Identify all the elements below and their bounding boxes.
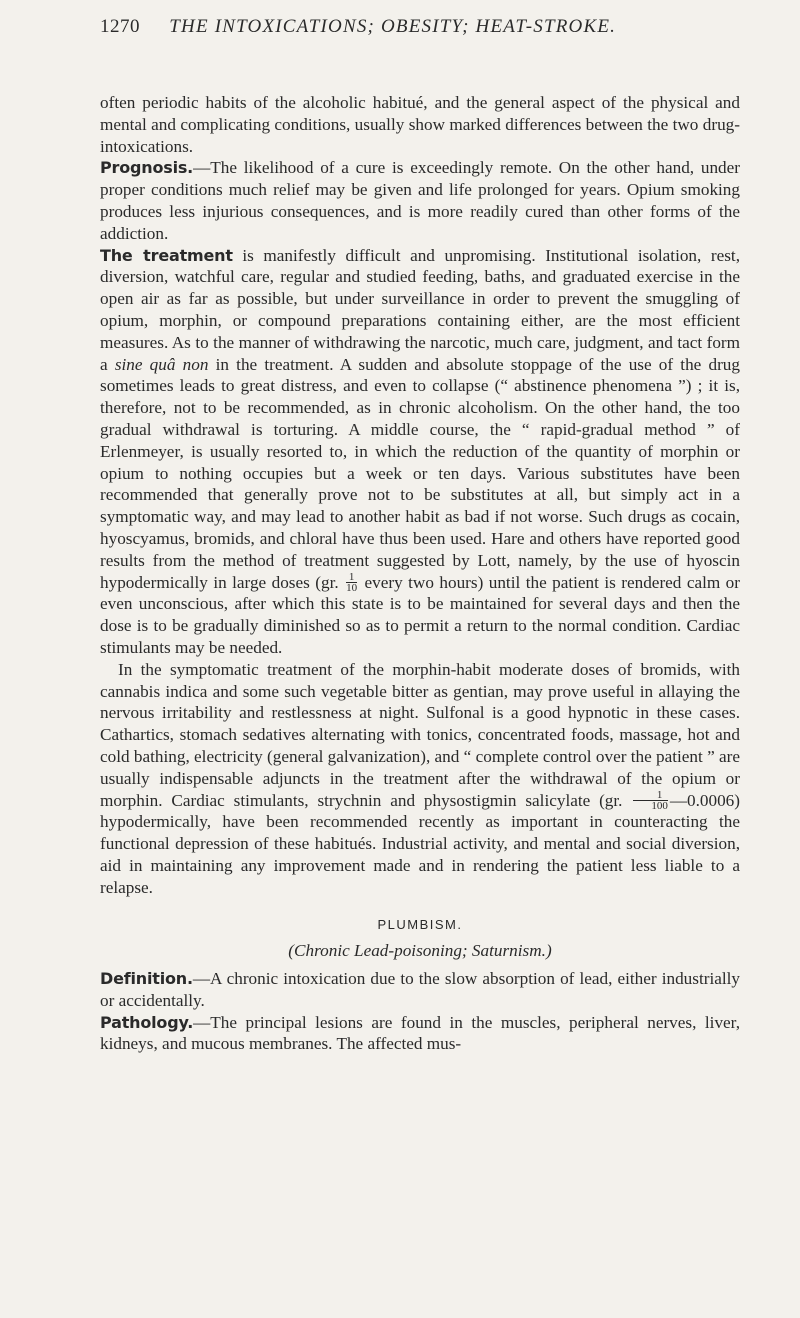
fraction-denominator: 100 bbox=[651, 799, 668, 812]
paragraph-pathology bbox=[100, 1012, 740, 1056]
section-subheading: (Chronic Lead-poisoning; Saturnism.) bbox=[288, 941, 552, 961]
section-heading-plumbism: PLUMBISM. bbox=[377, 917, 463, 933]
paragraph-symptomatic bbox=[100, 659, 740, 899]
body-text bbox=[100, 92, 740, 1055]
treatment-text-b: in the treatment. A sudden and absolute stoppage of the use of the drug sometimes leads to great distress, and even to collapse (“ abstinence phenomena ”) ; it is, therefore, not to be recommended, as in chronic alcoholism. On the other hand, the too gradual withdrawal is torturing. A middle course, the “ rapid-gradual method ” of Erlenmeyer, is usually resorted to, in which the reduction of the quantity of morphin or opium to nothing occupies but a week or ten days. Various substitutes have been recommended that generally prove not to be substitutes at all, but simply act in a symptomatic way, and may lead to another habit as bad if not worse. Such drugs as cocain, hyoscyamus, bromids, and chloral have thus been used. Hare and others have reported good results from the method of treatment suggested by Lott, namely, by the use of hyoscin hypodermically in large doses (gr. bbox=[100, 354, 740, 592]
definition-heading: Definition. bbox=[100, 969, 193, 989]
prognosis-heading: Prognosis. bbox=[100, 158, 194, 178]
fraction-one-tenth bbox=[346, 572, 357, 593]
sine-qua-non: sine quâ non bbox=[114, 354, 209, 374]
treatment-text-c: every two hours) until the patient is rendered calm or even unconscious, after which this state is to be maintained for several days and then the dose is to be gradually diminished so as to permit a return to the normal condition. Cardiac stimulants may be needed. bbox=[100, 572, 740, 657]
fraction-denominator: 10 bbox=[346, 581, 358, 594]
running-head bbox=[100, 16, 720, 38]
running-title: THE INTOXICATIONS; OBESITY; HEAT-STROKE. bbox=[169, 16, 617, 37]
pathology-heading: Pathology. bbox=[100, 1012, 194, 1032]
fraction-numerator: 1 bbox=[346, 572, 357, 583]
paragraph-prognosis bbox=[100, 157, 740, 658]
symptomatic-text-a: In the symptomatic treatment of the morphin-habit moderate doses of bromids, with cannabis indica and some such vegetable bitter as gentian, may prove useful in allaying the nervous irritability and restlessness at night. Sulfonal is a good hypnotic in these cases. Cathartics, stomach sedatives alternating with tonics, concentrated foods, massage, hot and cold bathing, electricity (general galvanization), and “ complete control over the patient ” are usually indispensable adjuncts in the treatment after the withdrawal of the opium or morphin. Cardiac stimulants, strychnin and physostigmin salicylate (gr. bbox=[100, 659, 740, 810]
prognosis-text: —The likelihood of a cure is exceedingly remote. On the other hand, under proper conditions much relief may be given and life prolonged for years. Opium smoking produces less injurious consequences, and is more readily cured than other forms of the addiction. bbox=[100, 158, 740, 243]
symptomatic-text-b: —0.0006) hypodermically, have been recommended recently as important in counteracting the functional depression of these habitués. Industrial activity, and mental and social diversion, aid in maintaining any improvement made and in rendering the patient less liable to a relapse. bbox=[100, 790, 740, 897]
definition-text: —A chronic intoxication due to the slow absorption of lead, either industrially or accidentally. bbox=[100, 969, 740, 1010]
treatment-heading: The treatment bbox=[100, 245, 233, 265]
page-number: 1270 bbox=[100, 16, 140, 37]
pathology-text: —The principal lesions are found in the muscles, peripheral nerves, liver, kidneys, and mucous membranes. The affected mus- bbox=[100, 1012, 740, 1054]
paragraph-definition bbox=[100, 968, 740, 1012]
fraction-numerator: 1 bbox=[633, 790, 668, 801]
fraction-one-hundredth bbox=[633, 790, 668, 811]
treatment-text-a: is manifestly difficult and unpromising. Institutional isolation, rest, diversion, watchful care, regular and studied feeding, baths, and graduated exercise in the open air as far as possible, but under surveillance in order to prevent the smuggling of opium, morphin, or compound preparations containing either, are the most efficient measures. As to the manner of withdrawing the narcotic, much care, judgment, and tact form a bbox=[100, 245, 740, 374]
paragraph-opening: often periodic habits of the alcoholic habitué, and the general aspect of the physical and mental and complicating conditions, usually show marked differences between the two drug-intoxications. bbox=[100, 93, 740, 156]
